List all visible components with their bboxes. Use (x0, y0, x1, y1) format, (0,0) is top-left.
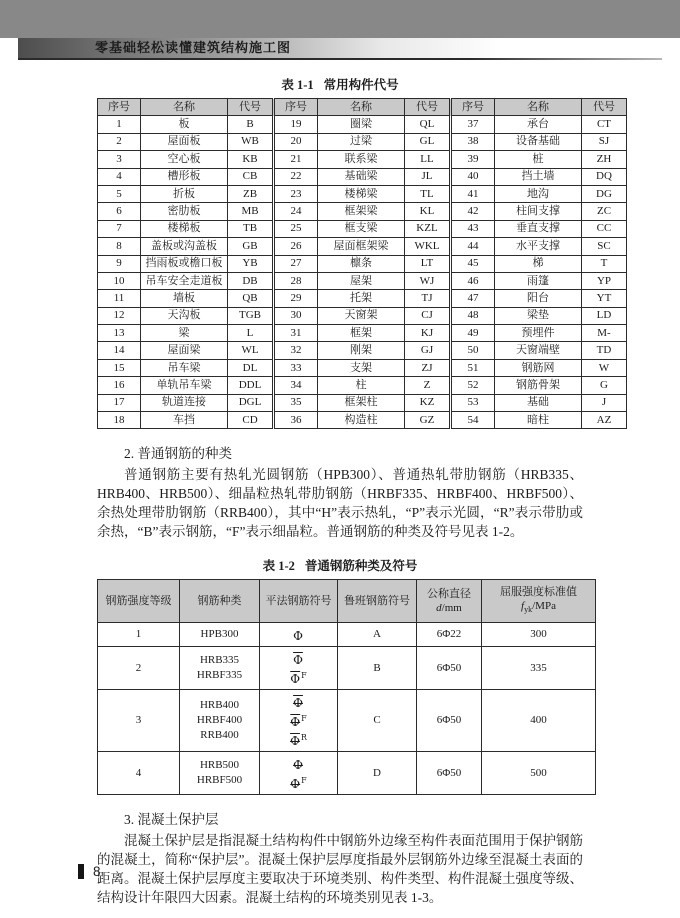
component-code: CC (582, 220, 627, 237)
component-code: GL (405, 133, 451, 150)
table2-caption (97, 556, 583, 574)
serial-no: 29 (274, 290, 318, 307)
component-code: CT (582, 116, 627, 133)
component-code: JL (405, 168, 451, 185)
diameter-unit-line: d/mm (436, 602, 462, 615)
yield-strength-value: 300 (482, 623, 596, 647)
component-name: 檩条 (318, 255, 405, 272)
table1-caption-label: 表 1-1 (281, 78, 314, 92)
component-code: YB (228, 255, 274, 272)
luban-symbol: C (338, 690, 417, 752)
yield-strength-value: 500 (482, 752, 596, 795)
component-name: 框架柱 (318, 394, 405, 411)
table-row (98, 290, 627, 307)
serial-no: 19 (274, 116, 318, 133)
serial-no: 31 (274, 325, 318, 342)
header-rule (18, 58, 662, 60)
component-name: 暗柱 (495, 412, 582, 429)
table2-caption-title: 普通钢筋种类及符号 (304, 559, 418, 574)
component-code: WL (228, 342, 274, 359)
component-code: G (582, 377, 627, 394)
col-header-code: 代号 (582, 99, 627, 116)
component-code: DG (582, 185, 627, 202)
component-name: 柱间支撑 (495, 203, 582, 220)
component-code: DDL (228, 377, 274, 394)
component-name: 梁垫 (495, 307, 582, 324)
book-title: 零基础轻松读懂建筑结构施工图 (95, 40, 292, 55)
component-code: YT (582, 290, 627, 307)
col-header-species: 钢筋种类 (180, 580, 260, 623)
luban-symbol: A (338, 623, 417, 647)
component-name: 车挡 (141, 412, 228, 429)
component-name: 梯 (495, 255, 582, 272)
component-name: 托架 (318, 290, 405, 307)
component-name: 轨道连接 (141, 394, 228, 411)
table-row (98, 342, 627, 359)
component-name: 桩 (495, 151, 582, 168)
component-code: LL (405, 151, 451, 168)
table-row (98, 412, 627, 429)
col-header-yield-strength (482, 580, 596, 623)
component-code-table-header (98, 99, 627, 116)
component-name: 梁 (141, 325, 228, 342)
component-code: WKL (405, 238, 451, 255)
serial-no: 18 (98, 412, 141, 429)
component-code: TJ (405, 290, 451, 307)
component-name: 水平支撑 (495, 238, 582, 255)
serial-no: 4 (98, 168, 141, 185)
serial-no: 25 (274, 220, 318, 237)
component-code: CD (228, 412, 274, 429)
component-code: KZL (405, 220, 451, 237)
serial-no: 37 (451, 116, 495, 133)
serial-no: 26 (274, 238, 318, 255)
serial-no: 22 (274, 168, 318, 185)
component-name: 基础梁 (318, 168, 405, 185)
component-name: 天窗架 (318, 307, 405, 324)
serial-no: 52 (451, 377, 495, 394)
page-number-tick (78, 864, 84, 879)
component-name: 框支梁 (318, 220, 405, 237)
serial-no: 47 (451, 290, 495, 307)
serial-no: 28 (274, 272, 318, 289)
section3-heading: 3. 混凝土保护层 (124, 812, 219, 828)
component-code: CB (228, 168, 274, 185)
col-header-grade: 钢筋强度等级 (98, 580, 180, 623)
serial-no: 54 (451, 412, 495, 429)
rebar-species: HRB500 HRBF500 (180, 752, 260, 795)
component-code: KZ (405, 394, 451, 411)
component-code: DGL (228, 394, 274, 411)
serial-no: 27 (274, 255, 318, 272)
component-code-table-body (98, 116, 627, 429)
component-name: 地沟 (495, 185, 582, 202)
table2-caption-label: 表 1-2 (262, 559, 295, 574)
col-header-name: 名称 (318, 99, 405, 116)
component-name: 过梁 (318, 133, 405, 150)
section2-paragraph: 普通钢筋主要有热轧光圆钢筋（HPB300）、普通热轧带肋钢筋（HRB335、HRB400、HRB500）、细晶粒热轧带肋钢筋（HRBF335、HRBF400、HRBF500）、余热处理带肋钢筋（RRB400），其中“H”表示热轧，“P”表示光圆，“R”表示带肋或余热，“B”表示钢筋，“F”表示细晶粒。普通钢筋的种类及符号见表 1-2。 (97, 467, 583, 540)
component-code: WJ (405, 272, 451, 289)
table-row (98, 116, 627, 133)
component-name: 钢筋网 (495, 359, 582, 376)
component-code-table (97, 98, 627, 429)
component-name: 构造柱 (318, 412, 405, 429)
component-name: 密肋板 (141, 203, 228, 220)
component-name: 屋面梁 (141, 342, 228, 359)
table-row (98, 151, 627, 168)
serial-no: 40 (451, 168, 495, 185)
component-code: GZ (405, 412, 451, 429)
component-name: 吊车安全走道板 (141, 272, 228, 289)
diameter-label: 公称直径 (427, 588, 471, 601)
serial-no: 24 (274, 203, 318, 220)
component-name: 空心板 (141, 151, 228, 168)
component-name: 天沟板 (141, 307, 228, 324)
pingfa-symbol: $\overline{\Phi}$ $\overline{\Phi}^F$ (260, 647, 338, 690)
table-row (98, 307, 627, 324)
component-name: 刚架 (318, 342, 405, 359)
yield-strength-label: 屈服强度标准值 (500, 586, 577, 599)
col-header-no: 序号 (274, 99, 318, 116)
page-footer (78, 864, 101, 879)
serial-no: 12 (98, 307, 141, 324)
component-code: TGB (228, 307, 274, 324)
serial-no: 33 (274, 359, 318, 376)
component-code: DB (228, 272, 274, 289)
component-name: 圈梁 (318, 116, 405, 133)
component-code: TB (228, 220, 274, 237)
component-code: LD (582, 307, 627, 324)
table-row (98, 377, 627, 394)
component-name: 折板 (141, 185, 228, 202)
grade-level: 4 (98, 752, 180, 795)
serial-no: 15 (98, 359, 141, 376)
table-row (98, 185, 627, 202)
col-header-name: 名称 (495, 99, 582, 116)
rebar-table-body (98, 623, 596, 795)
component-name: 吊车梁 (141, 359, 228, 376)
component-code: GB (228, 238, 274, 255)
serial-no: 38 (451, 133, 495, 150)
pingfa-symbol: Φ (260, 623, 338, 647)
component-code: ZJ (405, 359, 451, 376)
col-header-pingfa: 平法钢筋符号 (260, 580, 338, 623)
serial-no: 20 (274, 133, 318, 150)
serial-no: 34 (274, 377, 318, 394)
rebar-species: HRB400 HRBF400 RRB400 (180, 690, 260, 752)
col-header-code: 代号 (405, 99, 451, 116)
component-name: 盖板或沟盖板 (141, 238, 228, 255)
serial-no: 1 (98, 116, 141, 133)
serial-no: 41 (451, 185, 495, 202)
component-code: WB (228, 133, 274, 150)
serial-no: 3 (98, 151, 141, 168)
serial-no: 21 (274, 151, 318, 168)
component-code: QB (228, 290, 274, 307)
rebar-type-table (97, 579, 596, 795)
rebar-table-header (98, 580, 596, 623)
table1-caption-title: 常用构件代号 (323, 78, 399, 92)
component-code: KB (228, 151, 274, 168)
component-code: L (228, 325, 274, 342)
grade-level: 1 (98, 623, 180, 647)
component-name: 楼梯板 (141, 220, 228, 237)
table-row (98, 133, 627, 150)
table-row (98, 394, 627, 411)
component-name: 预埋件 (495, 325, 582, 342)
component-name: 板 (141, 116, 228, 133)
serial-no: 51 (451, 359, 495, 376)
component-name: 支架 (318, 359, 405, 376)
component-name: 承台 (495, 116, 582, 133)
serial-no: 13 (98, 325, 141, 342)
component-code: TD (582, 342, 627, 359)
component-name: 挡土墙 (495, 168, 582, 185)
pingfa-symbol: Φ $\Phi^F$ (260, 752, 338, 795)
nominal-diameter: 6Φ50 (417, 690, 482, 752)
serial-no: 44 (451, 238, 495, 255)
component-name: 天窗端壁 (495, 342, 582, 359)
component-code: MB (228, 203, 274, 220)
rebar-species: HPB300 (180, 623, 260, 647)
component-name: 槽形板 (141, 168, 228, 185)
section3-paragraph: 混凝土保护层是指混凝土结构构件中钢筋外边缘至构件表面范围用于保护钢筋的混凝土，简称“保护层”。混凝土保护层厚度指最外层钢筋外边缘至混凝土表面的距离。混凝土保护层厚度主要取决于环境类别、构件类型、构件混凝土强度等级、结构设计年限四大因素。混凝土结构的环境类别见表 1-3。 (97, 833, 583, 906)
serial-no: 23 (274, 185, 318, 202)
serial-no: 49 (451, 325, 495, 342)
yield-strength-unit-line: $f_{yk}$/MPa (521, 600, 556, 615)
serial-no: 32 (274, 342, 318, 359)
component-name: 单轨吊车梁 (141, 377, 228, 394)
component-name: 屋面框架梁 (318, 238, 405, 255)
component-code: AZ (582, 412, 627, 429)
component-code: T (582, 255, 627, 272)
grade-level: 3 (98, 690, 180, 752)
component-code: Z (405, 377, 451, 394)
component-name: 框架 (318, 325, 405, 342)
component-code: M- (582, 325, 627, 342)
table-row (98, 238, 627, 255)
table-row (98, 203, 627, 220)
luban-symbol: B (338, 647, 417, 690)
component-code: B (228, 116, 274, 133)
component-name: 屋面板 (141, 133, 228, 150)
table-row (98, 255, 627, 272)
component-name: 墙板 (141, 290, 228, 307)
serial-no: 36 (274, 412, 318, 429)
page-header-band (18, 38, 503, 58)
component-name: 垂直支撑 (495, 220, 582, 237)
serial-no: 9 (98, 255, 141, 272)
component-name: 挡雨板或檐口板 (141, 255, 228, 272)
component-name: 设备基础 (495, 133, 582, 150)
serial-no: 14 (98, 342, 141, 359)
nominal-diameter: 6Φ50 (417, 647, 482, 690)
component-code: KJ (405, 325, 451, 342)
serial-no: 53 (451, 394, 495, 411)
table-row (98, 220, 627, 237)
component-name: 柱 (318, 377, 405, 394)
component-code: SJ (582, 133, 627, 150)
component-name: 基础 (495, 394, 582, 411)
serial-no: 17 (98, 394, 141, 411)
table-row (98, 325, 627, 342)
component-code: DQ (582, 168, 627, 185)
serial-no: 8 (98, 238, 141, 255)
luban-symbol: D (338, 752, 417, 795)
col-header-no: 序号 (98, 99, 141, 116)
serial-no: 5 (98, 185, 141, 202)
page-content (97, 75, 615, 907)
component-code: YP (582, 272, 627, 289)
col-header-luban: 鲁班钢筋符号 (338, 580, 417, 623)
table-row (98, 623, 596, 647)
col-header-name: 名称 (141, 99, 228, 116)
table-row (98, 168, 627, 185)
serial-no: 45 (451, 255, 495, 272)
serial-no: 2 (98, 133, 141, 150)
grade-level: 2 (98, 647, 180, 690)
component-code: W (582, 359, 627, 376)
table-row (98, 690, 596, 752)
serial-no: 11 (98, 290, 141, 307)
serial-no: 16 (98, 377, 141, 394)
component-code: ZC (582, 203, 627, 220)
component-name: 框架梁 (318, 203, 405, 220)
table-row (98, 647, 596, 690)
table-row (98, 272, 627, 289)
book-page (0, 38, 680, 918)
component-code: SC (582, 238, 627, 255)
serial-no: 30 (274, 307, 318, 324)
serial-no: 42 (451, 203, 495, 220)
col-header-code: 代号 (228, 99, 274, 116)
component-name: 雨篷 (495, 272, 582, 289)
component-name: 联系梁 (318, 151, 405, 168)
serial-no: 7 (98, 220, 141, 237)
col-header-diameter (417, 580, 482, 623)
nominal-diameter: 6Φ50 (417, 752, 482, 795)
component-code: J (582, 394, 627, 411)
component-name: 屋架 (318, 272, 405, 289)
serial-no: 6 (98, 203, 141, 220)
nominal-diameter: 6Φ22 (417, 623, 482, 647)
component-name: 钢筋骨架 (495, 377, 582, 394)
rebar-species: HRB335 HRBF335 (180, 647, 260, 690)
serial-no: 35 (274, 394, 318, 411)
component-name: 阳台 (495, 290, 582, 307)
component-code: QL (405, 116, 451, 133)
component-name: 楼梯梁 (318, 185, 405, 202)
table-row (98, 359, 627, 376)
component-code: LT (405, 255, 451, 272)
serial-no: 50 (451, 342, 495, 359)
component-code: ZB (228, 185, 274, 202)
serial-no: 43 (451, 220, 495, 237)
col-header-no: 序号 (451, 99, 495, 116)
page-number: 8 (93, 864, 101, 879)
yield-strength-value: 335 (482, 647, 596, 690)
component-code: CJ (405, 307, 451, 324)
component-code: DL (228, 359, 274, 376)
serial-no: 39 (451, 151, 495, 168)
table-row (98, 752, 596, 795)
section2-heading: 2. 普通钢筋的种类 (124, 446, 232, 462)
component-code: TL (405, 185, 451, 202)
component-code: ZH (582, 151, 627, 168)
serial-no: 48 (451, 307, 495, 324)
yield-strength-value: 400 (482, 690, 596, 752)
serial-no: 46 (451, 272, 495, 289)
component-code: GJ (405, 342, 451, 359)
pingfa-symbol: Φ $\Phi^F$ $\Phi^R$ (260, 690, 338, 752)
component-code: KL (405, 203, 451, 220)
table1-caption (97, 75, 583, 93)
serial-no: 10 (98, 272, 141, 289)
